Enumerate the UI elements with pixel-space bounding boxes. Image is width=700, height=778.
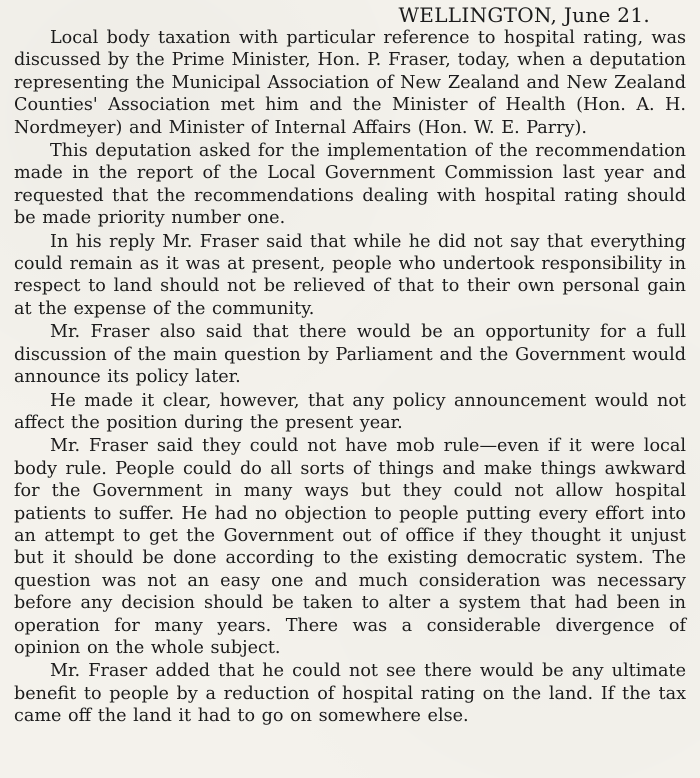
dateline: WELLINGTON, June 21. xyxy=(398,3,650,27)
paragraph-deputation-request: This deputation asked for the implementation of the recommendation made in the report of the Local Government Commission last year and requested that the recommendations dealing with hospital rating should be made priority number one. xyxy=(14,141,686,229)
paragraph-tax-burden: Mr. Fraser added that he could not see there would be any ultimate benefit to people by a reduction of hospital rating on the land. If the tax came off the land it had to go on somewhere else. xyxy=(14,661,686,727)
paragraph-parliament-discussion: Mr. Fraser also said that there would be an opportunity for a full discussion of the main question by Parliament and the Government would announce its policy later. xyxy=(14,322,686,388)
paragraph-deputation-intro: Local body taxation with particular reference to hospital rating, was discussed by the Prime Minister, Hon. P. Fraser, today, when a deputation representing the Municipal Association of New Zealand and New Zealand Counties' Association met him and the Minister of Health (Hon. A. H. Nordmeyer) and Minister of Internal Affairs (Hon. W. E. Parry). xyxy=(14,28,686,138)
paragraph-policy-announcement: He made it clear, however, that any policy announcement would not affect the position during the present year. xyxy=(14,390,686,433)
paragraph-mob-rule: Mr. Fraser said they could not have mob rule—even if it were local body rule. People could do all sorts of things and make things awkward for the Government in many ways but they could not allow hospital patients to suffer. He had no objection to people putting every effort into an attempt to get the Government out of office if they thought it unjust but it should be done according to the existing democratic system. The question was not an easy one and much consideration was necessary before any decision should be taken to alter a system that had been in operation for many years. There was a considerable divergence of opinion on the whole subject. xyxy=(14,436,686,658)
paragraph-fraser-reply: In his reply Mr. Fraser said that while he did not say that everything could remain as it was at present, people who undertook responsibility in respect to land should not be relieved of that to their own personal gain at the expense of the community. xyxy=(14,231,686,319)
